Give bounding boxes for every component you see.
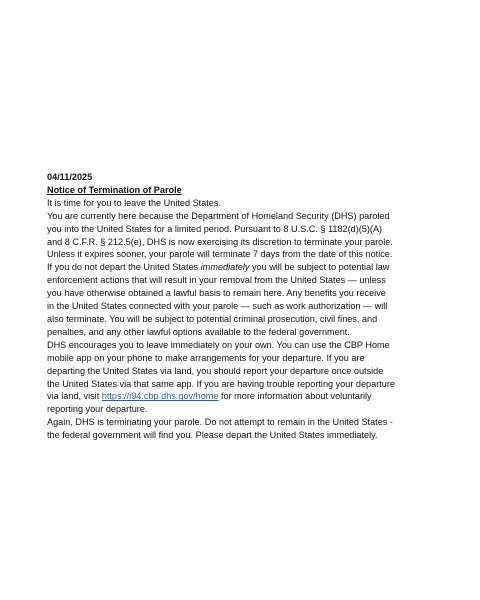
text-line: departing the United States via land, you should report your departure once outside: [47, 365, 384, 376]
text-line: [47, 261, 447, 274]
text-line: the federal government will find you. Please depart the United States immediately.: [47, 430, 378, 441]
text-line: mobile app on your phone to make arrangements for your departure. If you are: [47, 352, 365, 363]
text-line: Again, DHS is terminating your parole. Do not attempt to remain in the United States -: [47, 417, 393, 428]
paragraph-closing: [47, 416, 447, 442]
emphasis-immediately: immediately: [200, 262, 250, 273]
text-line: also terminate. You will be subject to potential criminal prosecution, civil fines, and: [47, 313, 378, 324]
text-segment: via land, visit: [47, 391, 102, 402]
text-line: the United States via that same app. If you are having trouble reporting your departure: [47, 378, 395, 389]
text-line: penalties, and any other lawful options available to the federal government.: [47, 326, 350, 337]
text-line: enforcement actions that will result in your removal from the United States — unless: [47, 275, 386, 286]
text-line: Unless it expires sooner, your parole will terminate 7 days from the date of this notice.: [47, 249, 393, 260]
text-segment: for more information about voluntarily: [218, 391, 372, 402]
text-line: DHS encourages you to leave immediately on your own. You can use the CBP Home: [47, 339, 390, 350]
i94-link[interactable]: https://i94.cbp.dhs.gov/home: [101, 391, 219, 402]
text-line: in the United States connected with your parole — such as work authorization — will: [47, 301, 388, 312]
notice-intro: It is time for you to leave the United States.: [47, 197, 221, 208]
text-line: and 8 C.F.R. § 212.5(e), DHS is now exercising its discretion to terminate your parole.: [47, 236, 393, 247]
notice-date: 04/11/2025: [47, 172, 93, 182]
text-line: you have otherwise obtained a lawful basis to remain here. Any benefits you receive: [47, 288, 386, 299]
text-line: you into the United States for a limited period. Pursuant to 8 U.S.C. § 1182(d)(5)(A): [47, 223, 383, 234]
text-segment: If you do not depart the United States: [47, 262, 201, 273]
text-segment: you will be subject to potential law: [249, 262, 390, 273]
text-line: [47, 390, 447, 403]
paragraph-parole-termination: [47, 210, 447, 262]
text-line: reporting your departure.: [47, 404, 148, 415]
text-line: You are currently here because the Department of Homeland Security (DHS) paroled: [47, 210, 390, 221]
paragraph-departure-instructions: [47, 339, 447, 416]
paragraph-consequences: [47, 261, 447, 338]
notice-document: [47, 171, 447, 442]
notice-title: Notice of Termination of Parole: [47, 184, 182, 195]
